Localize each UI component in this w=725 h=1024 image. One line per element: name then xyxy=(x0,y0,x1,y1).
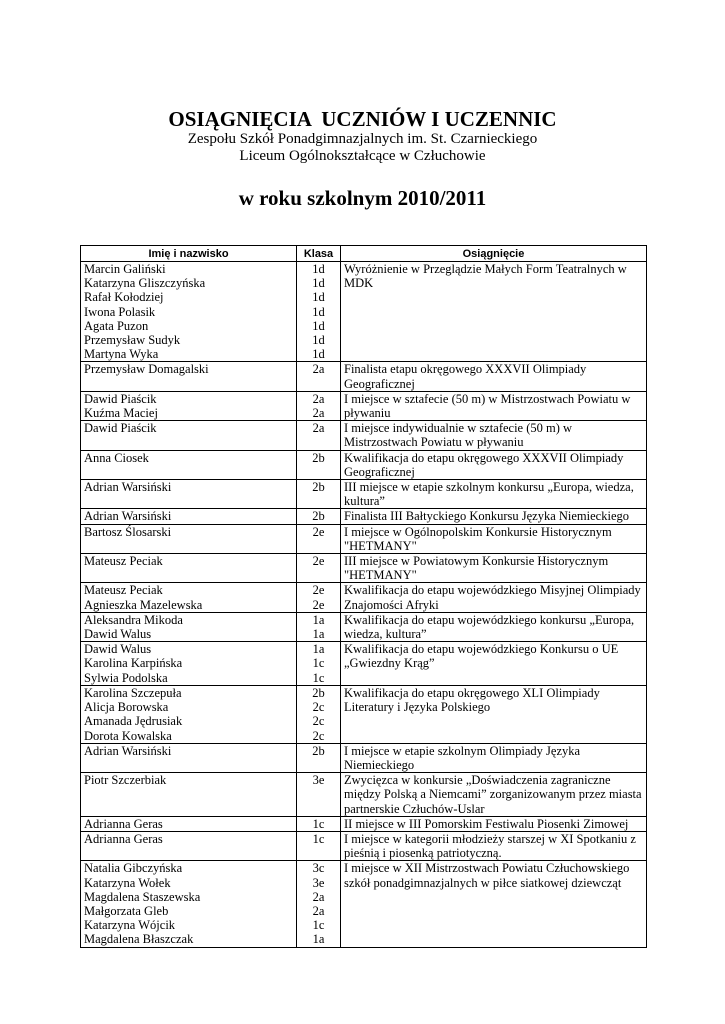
student-name: Adrian Warsiński xyxy=(84,480,172,495)
class-cell xyxy=(297,391,341,420)
achievement-text: Kwalifikacja do etapu okręgowego XXXVII Olimpiady Geograficznej xyxy=(344,450,624,479)
student-name: Marcin Galiński xyxy=(84,262,166,276)
column-header-name: Imię i nazwisko xyxy=(81,246,297,262)
names-cell xyxy=(81,816,297,831)
achievement-cell xyxy=(341,262,647,362)
student-name: Przemysław Sudyk xyxy=(84,333,181,348)
names-cell xyxy=(81,554,297,583)
achievement-cell xyxy=(341,509,647,524)
table-row xyxy=(81,861,647,947)
student-name: Mateusz Peciak xyxy=(84,583,163,598)
achievement-text: Kwalifikacja do etapu wojewódzkiego Konkursu o UE „Gwiezdny Krąg” xyxy=(344,642,619,671)
student-class: 2b xyxy=(312,685,325,700)
student-name: Sylwia Podolska xyxy=(84,670,168,685)
student-name: Bartosz Ślosarski xyxy=(84,524,172,539)
class-cell xyxy=(297,262,341,362)
student-name: Katarzyna Gliszczyńska xyxy=(84,276,206,291)
names-cell xyxy=(81,524,297,553)
student-name: Karolina Szczepuła xyxy=(84,685,182,700)
names-cell xyxy=(81,421,297,450)
student-name: Dawid Piaścik xyxy=(84,391,157,406)
student-class: 2e xyxy=(312,524,325,539)
student-class: 2b xyxy=(312,450,325,465)
student-class: 2c xyxy=(312,728,325,743)
achievement-text: I miejsce w sztafecie (50 m) w Mistrzostwach Powiatu w pływaniu xyxy=(344,391,631,421)
student-name: Natalia Gibczyńska xyxy=(84,861,183,876)
achievement-text: Zwycięzca w konkursie „Doświadczenia zagraniczne między Polską a Niemcami” zorganizowanym przez miasta partnerskie Człuchów-Uslar xyxy=(344,773,642,816)
student-class: 1a xyxy=(312,612,325,627)
achievement-cell xyxy=(341,583,647,612)
table-row xyxy=(81,509,647,524)
student-name: Adrianna Geras xyxy=(84,816,163,831)
names-cell xyxy=(81,861,297,947)
student-name: Małgorzata Gleb xyxy=(84,903,169,918)
achievement-text: Kwalifikacja do etapu okręgowego XLI Olimpiady Literatury i Języka Polskiego xyxy=(344,685,600,715)
achievement-cell xyxy=(341,773,647,817)
document-title: OSIĄGNIĘCIA UCZNIÓW I UCZENNIC xyxy=(168,107,557,131)
student-class: 2e xyxy=(312,583,325,598)
names-cell xyxy=(81,480,297,509)
achievement-text: I miejsce w Ogólnopolskim Konkursie Historycznym "HETMANY" xyxy=(344,524,612,553)
table-row xyxy=(81,642,647,686)
student-name: Adrianna Geras xyxy=(84,831,163,846)
table-row xyxy=(81,391,647,420)
student-class: 1a xyxy=(312,642,325,657)
achievement-text: I miejsce w kategorii młodzieży starszej w XI Spotkaniu z pieśnią i piosenką patriotyczną. xyxy=(344,831,636,861)
class-cell xyxy=(297,480,341,509)
student-class: 1a xyxy=(312,932,325,947)
student-class: 2b xyxy=(312,743,325,758)
table-row xyxy=(81,583,647,612)
student-class: 3e xyxy=(312,875,325,890)
student-class: 1c xyxy=(312,656,325,671)
class-cell xyxy=(297,642,341,686)
student-name: Martyna Wyka xyxy=(84,347,159,362)
achievement-cell xyxy=(341,861,647,947)
student-class: 3e xyxy=(312,773,325,788)
achievement-text: I miejsce w etapie szkolnym Olimpiady Języka Niemieckiego xyxy=(344,743,581,772)
class-cell xyxy=(297,362,341,391)
names-cell xyxy=(81,642,297,686)
table-row xyxy=(81,421,647,450)
achievement-text: Kwalifikacja do etapu wojewódzkiego Misyjnej Olimpiady Znajomości Afryki xyxy=(344,583,641,612)
student-class: 1d xyxy=(312,276,325,291)
student-class: 2b xyxy=(312,509,325,524)
class-cell xyxy=(297,773,341,817)
table-row xyxy=(81,685,647,743)
class-cell xyxy=(297,509,341,524)
student-class: 2e xyxy=(312,597,325,612)
student-name: Dawid Walus xyxy=(84,627,152,642)
student-class: 2e xyxy=(312,554,325,569)
achievement-text: III miejsce w etapie szkolnym konkursu „Europa, wiedza, kultura” xyxy=(344,480,634,509)
achievement-cell xyxy=(341,816,647,831)
table-row xyxy=(81,612,647,641)
table-row xyxy=(81,262,647,362)
student-name: Agnieszka Mazelewska xyxy=(84,597,203,612)
names-cell xyxy=(81,685,297,743)
class-cell xyxy=(297,861,341,947)
achievement-cell xyxy=(341,450,647,479)
student-name: Alicja Borowska xyxy=(84,700,169,715)
student-name: Mateusz Peciak xyxy=(84,554,163,569)
table-row xyxy=(81,450,647,479)
student-name: Przemysław Domagalski xyxy=(84,362,209,377)
achievement-cell xyxy=(341,554,647,583)
names-cell xyxy=(81,612,297,641)
student-class: 2b xyxy=(312,480,325,495)
student-class: 3c xyxy=(312,861,325,876)
names-cell xyxy=(81,450,297,479)
table-row xyxy=(81,480,647,509)
achievement-cell xyxy=(341,391,647,420)
table-row xyxy=(81,816,647,831)
student-class: 2c xyxy=(312,714,325,729)
student-name: Dawid Piaścik xyxy=(84,421,157,436)
student-name: Karolina Karpińska xyxy=(84,656,183,671)
student-class: 2a xyxy=(312,903,325,918)
names-cell xyxy=(81,773,297,817)
student-name: Adrian Warsiński xyxy=(84,509,172,524)
student-class: 1a xyxy=(312,627,325,642)
achievement-text: Kwalifikacja do etapu wojewódzkiego konkursu „Europa, wiedza, kultura” xyxy=(344,612,635,642)
student-name: Magdalena Błaszczak xyxy=(84,932,194,947)
names-cell xyxy=(81,509,297,524)
student-name: Iwona Polasik xyxy=(84,304,156,319)
class-cell xyxy=(297,685,341,743)
student-name: Magdalena Staszewska xyxy=(84,889,201,904)
achievement-text: Finalista etapu okręgowego XXXVII Olimpiady Geograficznej xyxy=(344,362,587,391)
achievement-text: I miejsce indywidualnie w sztafecie (50 m) w Mistrzostwach Powiatu w pływaniu xyxy=(344,421,573,450)
student-class: 1d xyxy=(312,262,325,276)
table-row xyxy=(81,743,647,772)
student-name: Katarzyna Wójcik xyxy=(84,918,176,933)
class-cell xyxy=(297,450,341,479)
achievement-cell xyxy=(341,480,647,509)
achievement-cell xyxy=(341,362,647,391)
student-class: 1d xyxy=(312,333,325,348)
achievement-cell xyxy=(341,421,647,450)
school-unit: Liceum Ogólnokształcące w Człuchowie xyxy=(239,148,486,164)
class-cell xyxy=(297,831,341,860)
student-class: 1c xyxy=(312,918,325,933)
student-class: 1c xyxy=(312,670,325,685)
student-name: Katarzyna Wołek xyxy=(84,875,171,890)
table-row xyxy=(81,362,647,391)
achievement-cell xyxy=(341,831,647,860)
table-header-row xyxy=(81,246,647,262)
class-cell xyxy=(297,583,341,612)
column-header-achievement: Osiągnięcie xyxy=(341,246,647,262)
student-name: Aleksandra Mikoda xyxy=(84,612,183,627)
student-class: 1c xyxy=(312,831,325,846)
achievement-text: III miejsce w Powiatowym Konkursie Historycznym "HETMANY" xyxy=(344,554,609,583)
school-year-heading: w roku szkolnym 2010/2011 xyxy=(238,186,487,210)
achievements-table xyxy=(80,245,647,948)
achievement-text: I miejsce w XII Mistrzostwach Powiatu Człuchowskiego szkół ponadgimnazjalnych w piłce siatkowej dziewcząt xyxy=(344,861,630,890)
table-row xyxy=(81,524,647,553)
student-class: 1d xyxy=(312,347,325,362)
achievement-cell xyxy=(341,743,647,772)
student-name: Kuźma Maciej xyxy=(84,406,158,421)
student-class: 2a xyxy=(312,362,325,377)
class-cell xyxy=(297,524,341,553)
achievement-cell xyxy=(341,612,647,641)
student-name: Agata Puzon xyxy=(84,318,149,333)
school-name: Zespołu Szkół Ponadgimnazjalnych im. St. Czarnieckiego xyxy=(187,131,538,147)
student-class: 2c xyxy=(312,700,325,715)
student-name: Adrian Warsiński xyxy=(84,743,172,758)
table-row xyxy=(81,554,647,583)
achievement-cell xyxy=(341,685,647,743)
student-class: 1d xyxy=(312,304,325,319)
names-cell xyxy=(81,362,297,391)
names-cell xyxy=(81,391,297,420)
achievement-cell xyxy=(341,642,647,686)
student-class: 2a xyxy=(312,421,325,436)
student-class: 2a xyxy=(312,889,325,904)
student-class: 1c xyxy=(312,816,325,831)
student-name: Dawid Walus xyxy=(84,642,152,657)
student-name: Anna Ciosek xyxy=(84,450,149,465)
table-row xyxy=(81,831,647,860)
column-header-class: Klasa xyxy=(297,246,341,262)
student-class: 2a xyxy=(312,391,325,406)
names-cell xyxy=(81,262,297,362)
student-name: Rafał Kołodziej xyxy=(84,290,164,305)
class-cell xyxy=(297,554,341,583)
achievement-text: Finalista III Bałtyckiego Konkursu Języka Niemieckiego xyxy=(344,509,629,524)
names-cell xyxy=(81,583,297,612)
class-cell xyxy=(297,421,341,450)
achievement-cell xyxy=(341,524,647,553)
achievement-text: II miejsce w III Pomorskim Festiwalu Piosenki Zimowej xyxy=(344,816,629,831)
names-cell xyxy=(81,743,297,772)
names-cell xyxy=(81,831,297,860)
class-cell xyxy=(297,612,341,641)
class-cell xyxy=(297,743,341,772)
student-class: 1d xyxy=(312,290,325,305)
student-class: 2a xyxy=(312,406,325,421)
class-cell xyxy=(297,816,341,831)
student-class: 1d xyxy=(312,318,325,333)
student-name: Piotr Szczerbiak xyxy=(84,773,167,788)
student-name: Amanada Jędrusiak xyxy=(84,714,183,729)
achievement-text: Wyróżnienie w Przeglądzie Małych Form Teatralnych w MDK xyxy=(344,262,627,291)
table-row xyxy=(81,773,647,817)
student-name: Dorota Kowalska xyxy=(84,728,172,743)
